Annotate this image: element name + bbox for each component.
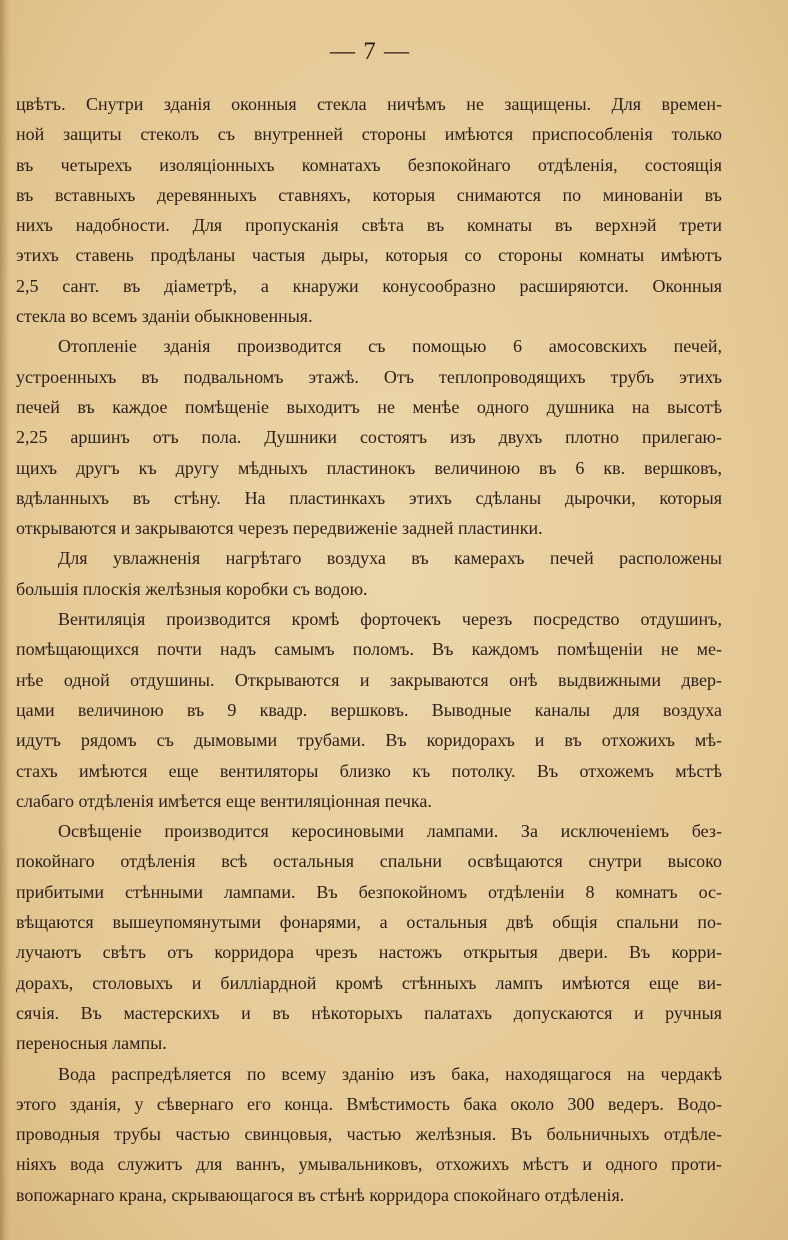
paragraph	[16, 89, 722, 331]
text-line: въ вставныхъ деревянныхъ ставняхъ, которыя снимаются по минованіи въ	[16, 184, 722, 205]
text-line: печей въ каждое помѣщеніе выходитъ не менѣе одного душника на высотѣ	[16, 396, 722, 417]
text-line: слабаго отдѣленія имѣется еще вентиляціонная печка.	[16, 790, 432, 811]
text-line: вдѣланныхъ въ стѣну. На пластинкахъ этихъ сдѣланы дырочки, которыя	[16, 487, 722, 508]
text-line: этихъ ставень продѣланы частыя дыры, которыя со стороны комнаты имѣютъ	[16, 245, 722, 266]
text-line: Вода распредѣляется по всему зданію изъ бака, находящагося на чердакѣ	[58, 1063, 722, 1084]
text-line: Отопленіе зданія производится съ помощью 6 амосовскихъ печей,	[58, 336, 722, 357]
text-line: щихъ другъ къ другу мѣдныхъ пластинокъ величиною въ 6 кв. вершковъ,	[16, 457, 722, 478]
text-line: этого зданія, у сѣвернаго его конца. Вмѣстимость бака около 300 ведеръ. Водо-	[16, 1093, 722, 1114]
text-line: устроенныхъ въ подвальномъ этажѣ. Отъ теплопроводящихъ трубъ этихъ	[16, 366, 722, 387]
paragraph	[16, 1059, 722, 1210]
paragraph	[16, 543, 722, 604]
text-line: въ четырехъ изоляціонныхъ комнатахъ безпокойнаго отдѣленія, состоящія	[16, 154, 722, 175]
text-line: большія плоскія желѣзныя коробки съ водою.	[16, 578, 368, 599]
text-line: покойнаго отдѣленія всѣ остальныя спальни освѣщаются снутри высоко	[16, 851, 722, 872]
text-line: вѣщаются вышеупомянутыми фонарями, а остальныя двѣ общія спальни по-	[16, 912, 722, 933]
page-number: — 7 —	[330, 38, 410, 65]
text-line: открываются и закрываются черезъ передвиженіе задней пластинки.	[16, 518, 543, 539]
text-line: проводныя трубы частью свинцовыя, частью желѣзныя. Въ больничныхъ отдѣле-	[16, 1124, 722, 1145]
text-line: дорахъ, столовыхъ и билліардной кромѣ стѣнныхъ лампъ имѣются еще ви-	[16, 972, 722, 993]
text-line: Вентиляція производится кромѣ форточекъ черезъ посредство отдушинъ,	[58, 609, 722, 630]
paragraph	[16, 604, 722, 816]
text-line: цами величиною въ 9 квадр. вершковъ. Выводные каналы для воздуха	[16, 699, 722, 720]
text-line: ніяхъ вода служитъ для ваннъ, умывальниковъ, отхожихъ мѣстъ и одного проти-	[16, 1154, 722, 1175]
text-line: 2,5 сант. въ діаметрѣ, а кнаружи конусообразно расширяютси. Оконныя	[16, 275, 722, 296]
paragraph	[16, 816, 722, 1058]
text-line: нѣе одной отдушины. Открываются и закрываются онѣ выдвижными двер-	[16, 669, 722, 690]
text-line: стекла во всемъ зданіи обыкновенныя.	[16, 306, 313, 327]
body-text	[16, 89, 722, 1210]
text-line: сячія. Въ мастерскихъ и въ нѣкоторыхъ палатахъ допускаются и ручныя	[16, 1002, 722, 1023]
text-line: цвѣтъ. Снутри зданія оконныя стекла ничѣмъ не защищены. Для времен-	[16, 94, 722, 114]
text-line: 2,25 аршинъ отъ пола. Душники состоятъ изъ двухъ плотно прилегаю-	[16, 427, 722, 448]
text-line: помѣщающихся почти надъ самымъ поломъ. Въ каждомъ помѣщеніи не ме-	[16, 639, 722, 660]
text-line: идутъ рядомъ съ дымовыми трубами. Въ коридорахъ и въ отхожихъ мѣ-	[16, 730, 722, 751]
text-line: нихъ надобности. Для пропусканія свѣта въ комнаты въ верхнэй трети	[16, 215, 722, 236]
text-line: прибитыми стѣнными лампами. Въ безпокойномъ отдѣленіи 8 комнатъ ос-	[16, 881, 722, 902]
text-line: Освѣщеніе производится керосиновыми лампами. За исключеніемъ без-	[58, 821, 722, 842]
text-line: вопожарнаго крана, скрывающагося въ стѣнѣ корридора спокойнаго отдѣленія.	[16, 1184, 625, 1205]
text-line: переносныя лампы.	[16, 1033, 167, 1054]
text-line: ной защиты стеколъ съ внутренней стороны имѣются приспособленія только	[16, 124, 722, 145]
text-line: Для увлажненія нагрѣтаго воздуха въ камерахъ печей расположены	[58, 548, 722, 569]
page-binding-edge	[0, 0, 10, 1240]
paragraph	[16, 331, 722, 543]
text-line: лучаютъ свѣтъ отъ корридора чрезъ настожъ открытыя двери. Въ корри-	[16, 942, 722, 963]
text-line: стахъ имѣются еще вентиляторы близко къ потолку. Въ отхожемъ мѣстѣ	[16, 760, 722, 781]
